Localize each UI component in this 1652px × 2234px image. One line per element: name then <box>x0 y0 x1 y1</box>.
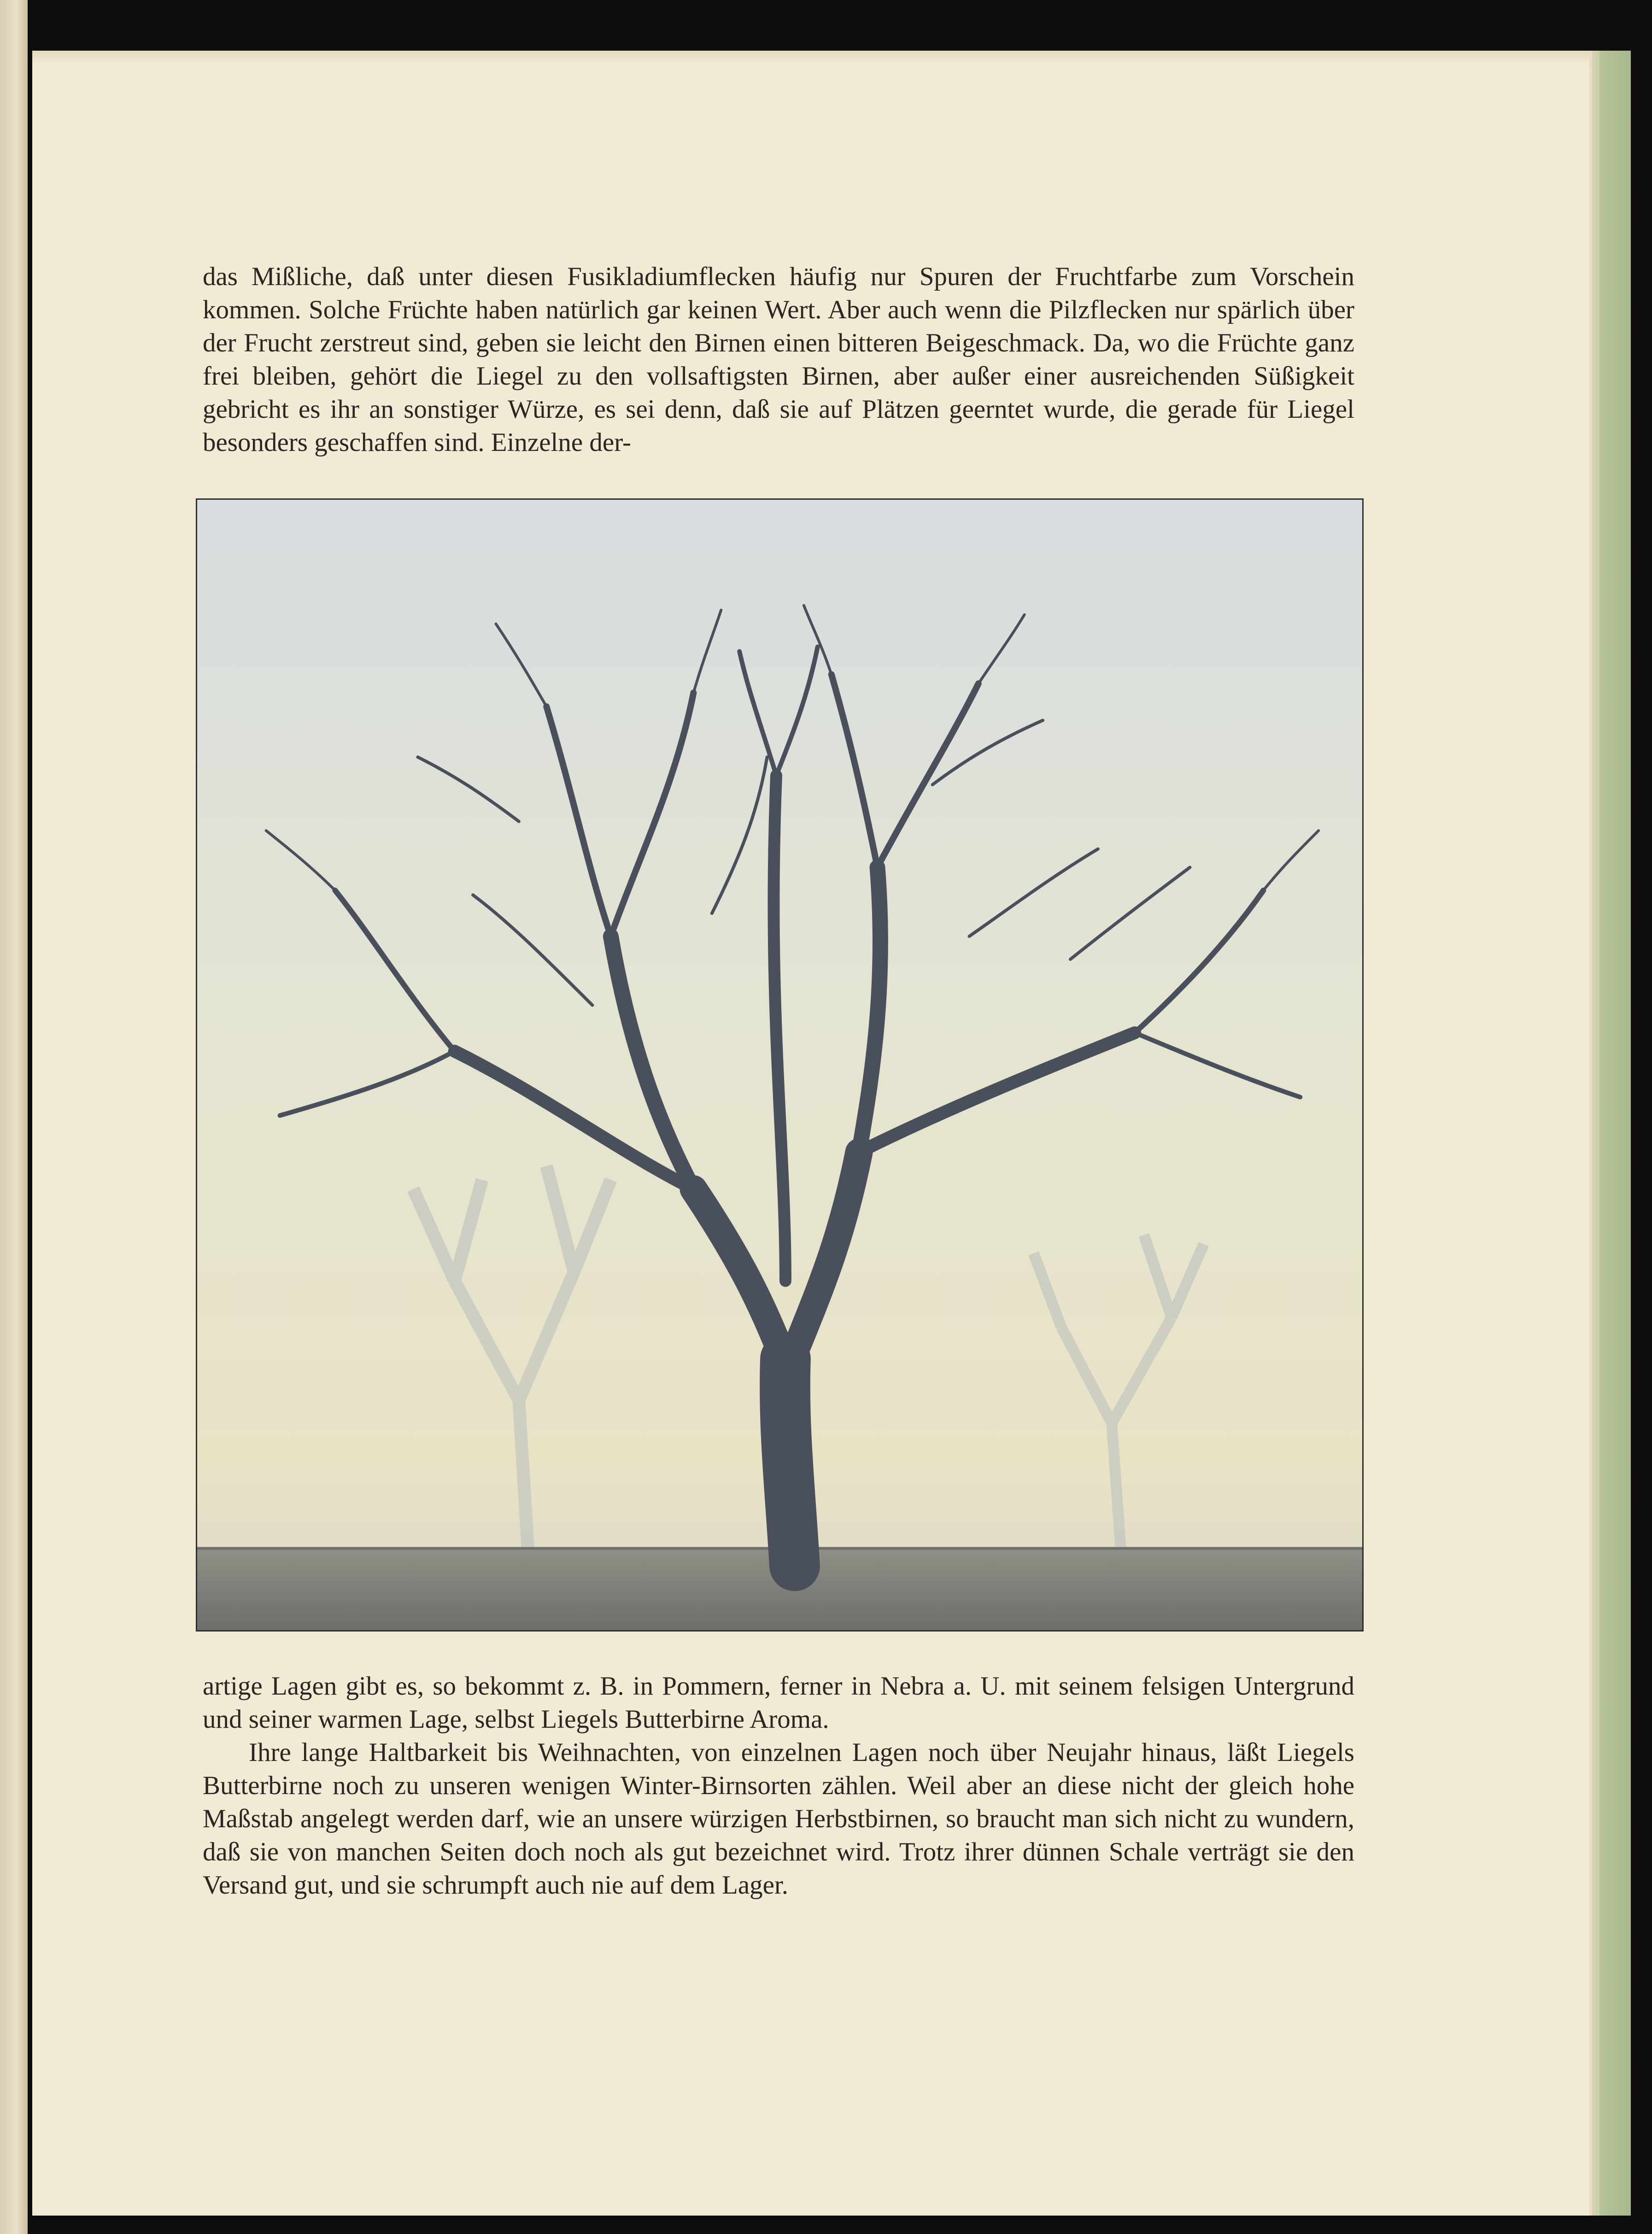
top-text-block <box>203 260 1354 459</box>
facing-page-edge <box>0 0 28 2234</box>
bottom-paragraph-2: Ihre lange Haltbarkeit bis Weihnachten, von einzelnen Lagen noch über Neujahr hinaus, läßt Liegels Butterbirne noch zu unseren wenigen Winter-Birnsorten zählen. Weil aber an diese nicht der gleich hohe Maßstab angelegt werden darf, wie an unsere würzigen Herbstbirnen, so braucht man sich nicht zu wundern, daß sie von manchen Seiten doch noch als gut bezeichnet wird. Trotz ihrer dünnen Schale verträgt sie den Versand gut, und sie schrumpft auch nie auf dem Lager. <box>203 1738 1354 1900</box>
tree-illustration <box>197 500 1362 1630</box>
bottom-paragraph-1: artige Lagen gibt es, so bekommt z. B. in Pommern, ferner in Nebra a. U. mit seinem felsigen Untergrund und seiner warmen Lage, selbst Liegels Butterbirne Aroma. <box>203 1672 1354 1734</box>
top-paragraph: das Mißliche, daß unter diesen Fusikladiumflecken häufig nur Spuren der Fruchtfarbe zum Vorschein kommen. Solche Früchte haben natürlich gar keinen Wert. Aber auch wenn die Pilzflecken nur spärlich über der Frucht zerstreut sind, geben sie leicht den Birnen einen bitteren Beigeschmack. Da, wo die Früchte ganz frei bleiben, gehört die Liegel zu den vollsaftigsten Birnen, aber außer einer ausreichenden Süßigkeit gebricht es ihr an sonstiger Würze, es sei denn, daß sie auf Plätzen geerntet wurde, die gerade für Liegel besonders geschaffen sind. Einzelne der- <box>203 262 1354 457</box>
tree-photograph <box>196 498 1364 1632</box>
book-cover-edge <box>1599 51 1631 2216</box>
bottom-text-block <box>203 1670 1354 1902</box>
